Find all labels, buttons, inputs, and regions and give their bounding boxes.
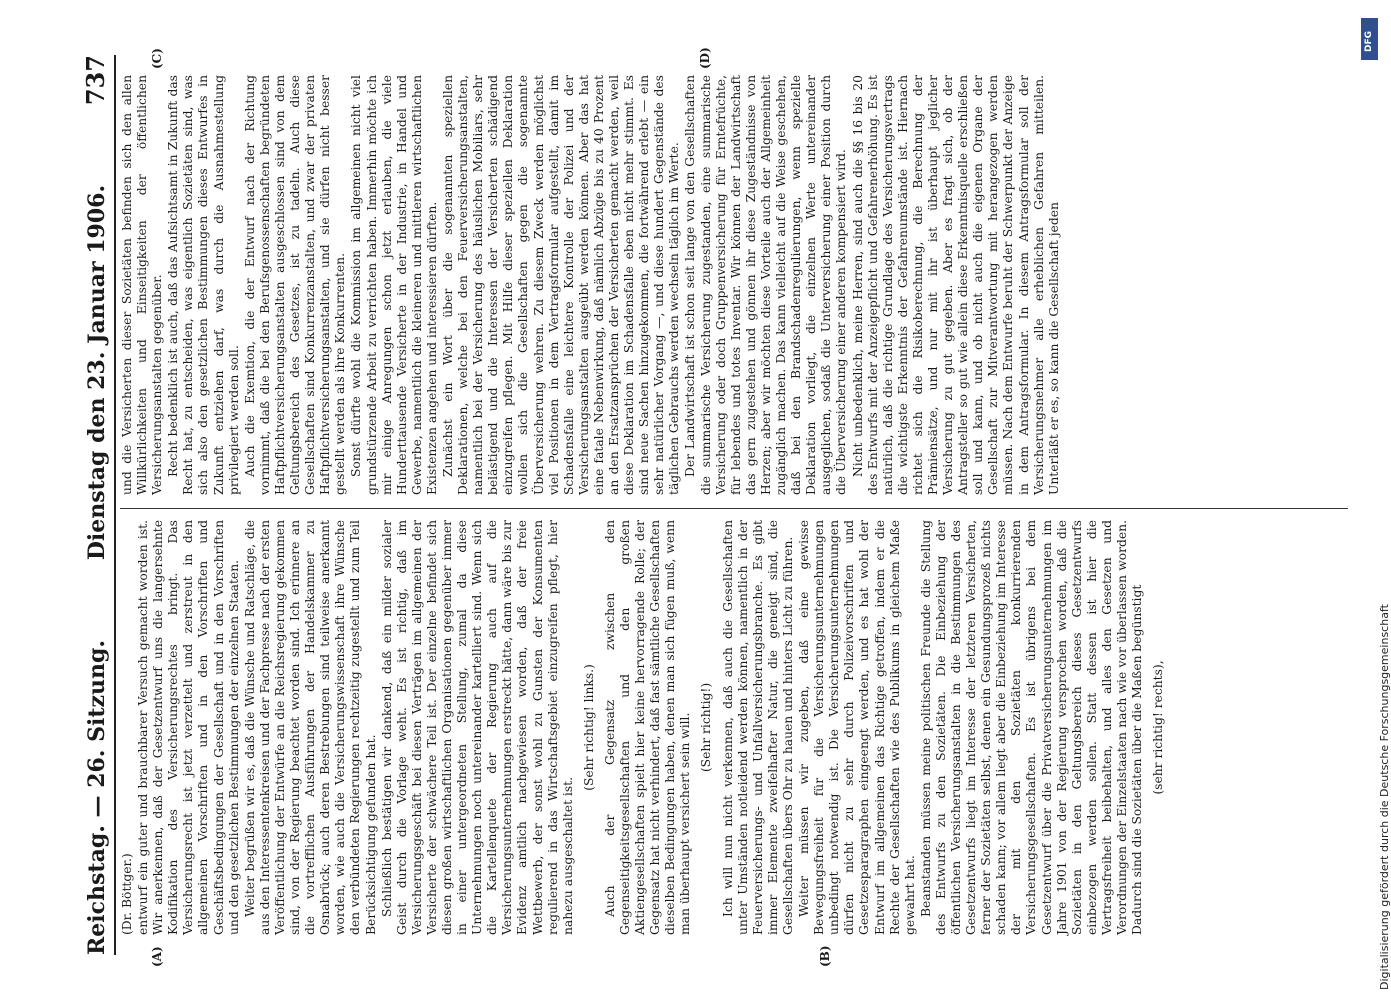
margin-marker-d: (D) (698, 47, 712, 69)
header-left: Reichstag. — 26. Sitzung. (84, 639, 110, 955)
margin-marker-c: (C) (150, 48, 164, 69)
paragraph: Weiter begrüßen wir es, daß die Wünsche und Ratschläge, die aus den Interessentenkreisen und der Fachpresse nach der ersten Veröffentlichung der Entwürfe an die Reichsregierung gekommen sind, von der Regierung beachtet worden sind. Ich erinnere an die vortrefflichen Ausführungen der Handelskammer zu Osnabrück; auch deren Bestrebungen sind teilweise anerkannt worden, wie auch die Versicherungswissenschaft ihre Wünsche den verbündeten Regierungen rechtzeitig zugestellt und zum Teil Berücksichtigung gefunden hat. (242, 520, 378, 935)
paragraph: Weiter müssen wir zugeben, daß eine gewisse Bewegungsfreiheit für die Versicherungsunternehmungen unbedingt notwendig ist. Die Versicherungsunternehmungen dürfen nicht zu sehr durch Polizeivorschriften und Gesetzesparagraphen eingeengt werden, und es hat wohl der Entwurf im allgemeinen das Richtige getroffen, indem er die Rechte der Gesellschaften wie des Publikums in gleichem Maße gewahrt hat. (797, 520, 917, 935)
credit-text: Digitalisierung gefördert durch die Deutsche Forschungsgemeinschaft (1378, 604, 1391, 990)
dfg-logo: DFG (1361, 18, 1378, 60)
header-center: Dienstag den 23. Januar 1906. (84, 184, 110, 561)
page-header (66, 55, 116, 955)
paragraph: Zunächst ein Wort über die sogenannten speziellen Deklarationen, welche bei den Feuerversicherungsanstalten, namentlich bei der Versicherung des häuslichen Mobiliars, sehr belästigend und die Interessen der Versicherten schädigend einzugreifen pflegen. Mit Hilfe dieser speziellen Deklaration wollen sich die Gesellschaften gegen die sogenannte Überversicherung wehren. Zu diesem Zweck werden möglichst viel Positionen in dem Vertragsformular aufgestellt, damit im Schadensfalle eine leichtere Kontrolle der Polizei und der Versicherungsanstalten ausgeübt werden können. Aber das hat eine fatale Nebenwirkung, daß nämlich Abzüge bis zu 40 Prozent an den Ersatzansprüchen der Versicherten gemacht werden, weil diese Deklaration im Schadensfalle eben nicht mehr stimmt. Es sind neue Sachen hinzugekommen, die fortwährend erlebt — ein sehr natürlicher Vorgang —, und diese hundert Gegenstände des täglichen Gebrauchs werden wechseln täglich im Werte. (440, 75, 682, 495)
paragraph: Auch der Gegensatz zwischen den Gegenseitigkeitsgesellschaften und den großen Aktiengesellschaften spielt hier keine hervorragende Rolle; der Gegensatz hat nicht verhindert, daß fast sämtliche Gesellschaften dieselben Bedingungen haben, denen man sich fügen muß, wenn man überhaupt versichert sein will. (602, 520, 693, 935)
speaker-label: (Dr. Böttger.) (120, 853, 134, 935)
paragraph: Auch die Exemtion, die der Entwurf nach der Richtung vornimmt, daß die bei den Berufsgenossenschaften begründeten Haftpflichtversicherungsanstalten ausgeschlossen sind von dem Geltungsbereich des Gesetzes, ist zu tadeln. Auch diese Gesellschaften sind Konkurrenzanstalten, und zwar der privaten Haftpflichtversicherungsanstalten, und sie dürfen nicht besser gestellt werden als ihre Konkurrenten. (242, 75, 348, 495)
interjection: (Sehr richtig! links.) (581, 664, 596, 791)
paragraph: Der Landwirtschaft ist schon seit lange von den Gesellschaften die summarische Versicherung zugestanden, eine summarische Versicherung oder doch Gruppenversicherung für Erntefrüchte, für lebendes und totes Inventar. Wir können der Landwirtschaft das gern zugestehen und gönnen ihr diese Zugeständnisse von Herzen; aber wir möchten diese Vorteile auch der Allgemeinheit zugänglich machen. Das kann vielleicht auf die Weise geschehen, daß bei den Brandschadenregulierungen, wenn spezielle Deklaration vorliegt, die einzelnen Werte untereinander ausgeglichen, sodaß die Unterversicherung einer Position durch die Überversicherung einer anderen kompensiert wird. (683, 75, 849, 495)
column-divider (120, 508, 1348, 509)
paragraph: Sonst dürfte wohl die Kommission im allgemeinen nicht viel grundstürzende Arbeit zu verrichten haben. Immerhin möchte ich mir einige Anregungen schon jetzt erlauben, die viele Hunderttausende Versicherte in der Industrie, in Handel und Gewerbe, namentlich die kleineren und mittleren wirtschaftlichen Existenzen angehen und interessieren dürften. (349, 75, 439, 495)
margin-marker-b: (B) (818, 945, 832, 967)
paragraph: Ich will nun nicht verkennen, daß auch die Gesellschaften unter Umständen notleidend werden können, namentlich in der Feuerversicherungs- und Unfallversicherungsbranche. Es gibt immer Elemente zweifelhafter Natur, die geneigt sind, die Gesellschaften übers Ohr zu hauen und hinters Licht zu führen. (720, 520, 795, 935)
paragraph: Beanstanden müssen meine politischen Freunde die Stellung des Entwurfs zu den Sozietäten. Die Einbeziehung der öffentlichen Versicherungsanstalten in die Bestimmungen des Gesetzentwurfs liegt im Interesse der letzteren Versicherten, ferner der Sozietäten selbst, denen ein Gesundungsprozeß nichts schaden kann; vor allem liegt aber die Einbeziehung im Interesse der mit den Sozietäten konkurrierenden Versicherungsgesellschaften. Es ist übrigens bei dem Gesetzentwurf über die Privatversicherungsunternehmungen im Jahre 1901 von der Regierung versprochen worden, daß die Sozietäten in den Geltungsbereich dieses Gesetzentwurfs einbezogen werden sollen. Statt dessen ist hier die Vertragsfreiheit beibehalten, und alles den Gesetzen und Verordnungen der Einzelstaaten nach wie vor überlassen worden. Dadurch sind die Sozietäten über die Maßen begünstigt (918, 520, 1145, 935)
digitization-credit (1360, 10, 1391, 990)
paragraph: Recht bedenklich ist auch, daß das Aufsichtsamt in Zukunft das Recht hat, zu entscheiden, was eigentlich Sozietäten sind, was sich also den gesetzlichen Bestimmungen dieses Entwurfes in Zukunft entziehen darf, was durch die Ausnahmestellung privilegiert werden soll. (166, 75, 241, 495)
paragraph: und die Versicherten dieser Sozietäten befinden sich den allen Willkürlichkeiten und Einseitigkeiten der öffentlichen Versicherungsanstalten gegenüber. (120, 75, 165, 495)
margin-marker-a: (A) (150, 946, 164, 967)
paragraph: Schließlich bestätigen wir dankend, daß ein milder sozialer Geist durch die Vorlage weht. Es ist richtig, daß im Versicherungsgeschäft bei diesen Verträgen im allgemeinen der Versicherte der schwächere Teil ist. Der einzelne befindet sich diesen großen wirtschaftlichen Organisationen gegenüber immer in einer untergeordneten Stellung, zumal da diese Unternehmungen noch untereinander kartelliert sind. Wenn sich die Kartellenquete der Regierung auch auf die Versicherungsunternehmungen erstreckt hätte, dann wäre bis zur Evidenz amtlich nachgewiesen worden, daß der freie Wettbewerb, der sonst wohl zu Gunsten der Konsumenten regulierend in das Wirtschaftsgebiet einzugreifen pflegt, hier nahezu ausgeschaltet ist. (379, 520, 575, 935)
page-number: 737 (81, 55, 110, 106)
paragraph: entwurf ein guter und brauchbarer Versuch gemacht worden ist. Wir anerkennen, daß der Gesetzentwurf uns die langersehnte Kodifikation des Versicherungsrechtes bringt. Das Versicherungsrecht ist jetzt verzettelt und zerstreut in den allgemeinen Vorschriften und in den Vorschriften und Geschäftsbedingungen der Gesellschaft und in den Vorschriften und den gesetzlichen Bestimmungen der einzelnen Staaten. (136, 520, 241, 935)
interjection: (Sehr richtig!) (699, 682, 714, 773)
paragraph: Nicht unbedenklich, meine Herren, sind auch die §§ 16 bis 20 des Entwurfs mit der Anzeigepflicht und Gefahrenerhöhung. Es ist natürlich, daß die richtige Grundlage des Versicherungsvertrags die wichtigste Erkenntnis der Gefahrenumstände ist. Hiernach richtet sich die Risikoberechnung, die Berechnung der Prämiensätze, und nur mit ihr ist überhaupt jeglicher Versicherung zu gut gegeben. Aber es fragt sich, ob der Antragsteller so gut wie allein diese Erkenntnisquelle erschließen soll und kann, und ob nicht auch die eigenen Organe der Gesellschaft zur Mitverantwortung mit herangezogen werden müssen. Nach dem Entwurfe beruht der Schwerpunkt der Anzeige in dem Antragsformular. In diesem Antragsformular soll der Versicherungsnehmer alle erheblichen Gefahren mitteilen. Unterläßt er es, so kann die Gesellschaft jeden (850, 75, 1061, 495)
right-column (120, 75, 1348, 495)
left-column (120, 520, 1348, 935)
rotated-document-page (58, 35, 1368, 975)
interjection: (sehr richtig! rechts), (1151, 660, 1166, 795)
